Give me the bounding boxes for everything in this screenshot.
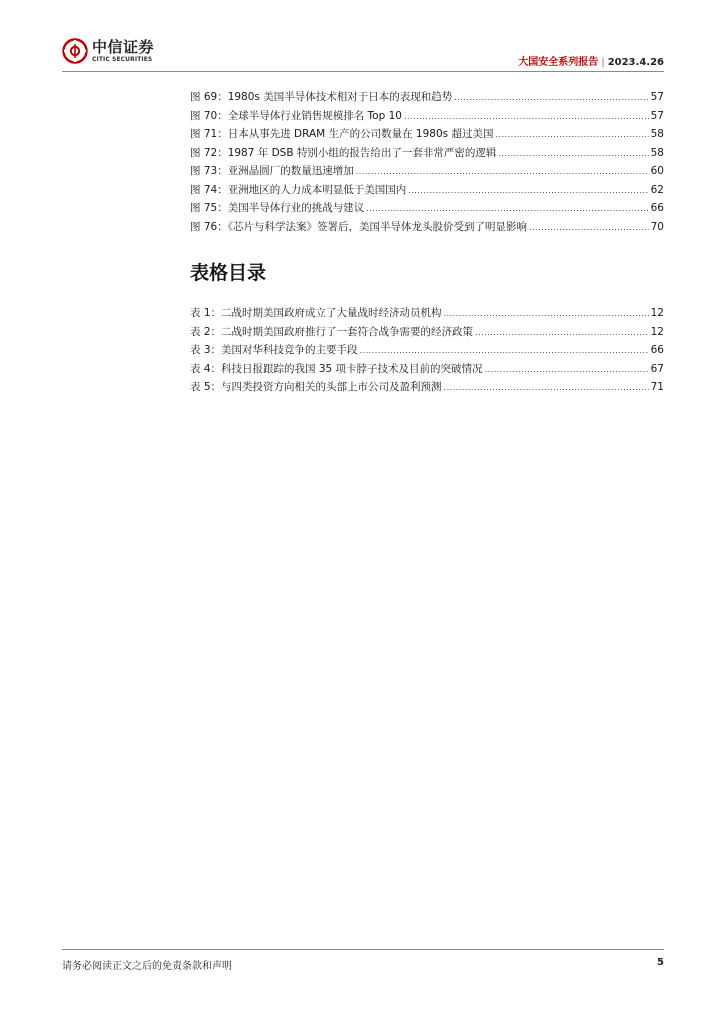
toc-entry-figure-73[interactable] [190,163,664,182]
toc-entry-label: 图 76：《芯片与科学法案》签署后，美国半导体龙头股价受到了明显影响 [190,220,527,233]
toc-entry-label: 表 3：美国对华科技竞争的主要手段 [190,344,358,356]
header-report-info [518,53,664,68]
toc-leader-dots [498,149,648,158]
toc-leader-dots [404,112,649,121]
toc-entry-page: 12 [650,307,664,319]
toc-entry-table-4[interactable] [190,361,664,380]
toc-entry-label: 表 4：科技日报跟踪的我国 35 项卡脖子技术及目前的突破情况 [190,362,483,375]
logo-english-name: CITIC SECURITIES [92,55,153,63]
toc-entry-figure-75[interactable] [190,200,664,219]
toc-entry-figure-76[interactable] [190,219,664,238]
toc-entry-page: 58 [650,146,664,159]
toc-entry-label: 表 1：二战时期美国政府成立了大量战时经济动员机构 [190,307,442,319]
table-list-heading: 表格目录 [190,262,267,284]
toc-entry-label: 图 70：全球半导体行业销售规模排名 Top 10 [190,109,402,122]
toc-entry-page: 70 [650,220,664,233]
toc-entry-figure-69[interactable] [190,89,664,108]
toc-leader-dots [495,130,648,139]
header-separator: | [601,57,605,68]
toc-entry-label: 图 69：1980s 美国半导体技术相对于日本的表现和趋势 [190,91,453,103]
toc-entry-table-1[interactable] [190,305,664,324]
citic-logo [62,38,154,64]
report-series: 大国安全系列报告 [518,57,599,68]
toc-entry-page: 66 [650,202,664,214]
toc-entry-label: 图 75：美国半导体行业的挑战与建议 [190,202,365,214]
toc-entry-label: 图 71：日本从事先进 DRAM 生产的公司数量在 1980s 超过美国 [190,128,494,140]
toc-entry-page: 62 [650,183,664,196]
toc-leader-dots [444,309,649,318]
citic-logo-icon [62,38,88,64]
footer-divider [62,949,664,950]
header-divider [62,71,664,72]
page-number: 5 [657,957,664,968]
toc-leader-dots [485,365,649,374]
toc-entry-table-2[interactable] [190,324,664,343]
toc-entry-table-3[interactable] [190,342,664,361]
toc-leader-dots [356,167,649,176]
toc-entry-figure-72[interactable] [190,145,664,164]
toc-entry-table-5[interactable] [190,379,664,398]
toc-leader-dots [475,328,649,337]
toc-leader-dots [529,223,649,232]
toc-entry-page: 71 [650,381,664,393]
toc-entry-figure-74[interactable] [190,182,664,201]
toc-entry-page: 58 [650,128,664,140]
footer-disclaimer: 请务必阅读正文之后的免责条款和声明 [62,961,232,972]
toc-entry-label: 图 74：亚洲地区的人力成本明显低于美国国内 [190,183,407,196]
logo-chinese-name: 中信证券 [92,37,155,56]
toc-entry-label: 图 72：1987 年 DSB 特别小组的报告给出了一套非常严密的逻辑 [190,146,497,159]
toc-leader-dots [366,204,648,213]
page-header [62,38,664,68]
toc-entry-page: 57 [650,91,664,103]
toc-entry-label: 表 2：二战时期美国政府推行了一套符合战争需要的经济政策 [190,325,474,338]
toc-entry-figure-70[interactable] [190,108,664,127]
table-list [190,305,664,398]
toc-leader-dots [454,93,648,102]
report-date: 2023.4.26 [607,57,664,68]
toc-entry-page: 57 [650,109,664,122]
toc-leader-dots [408,186,648,195]
toc-entry-label: 图 73：亚洲晶圆厂的数量迅速增加 [190,165,354,177]
toc-entry-page: 12 [650,325,664,338]
toc-leader-dots [360,346,649,355]
toc-entry-label: 表 5：与四类投资方向相关的头部上市公司及盈利预测 [190,381,442,393]
toc-entry-page: 60 [650,165,664,177]
toc-leader-dots [444,383,649,392]
toc-entry-page: 67 [650,362,664,375]
figure-list [190,89,664,237]
toc-entry-figure-71[interactable] [190,126,664,145]
toc-entry-page: 66 [650,344,664,356]
